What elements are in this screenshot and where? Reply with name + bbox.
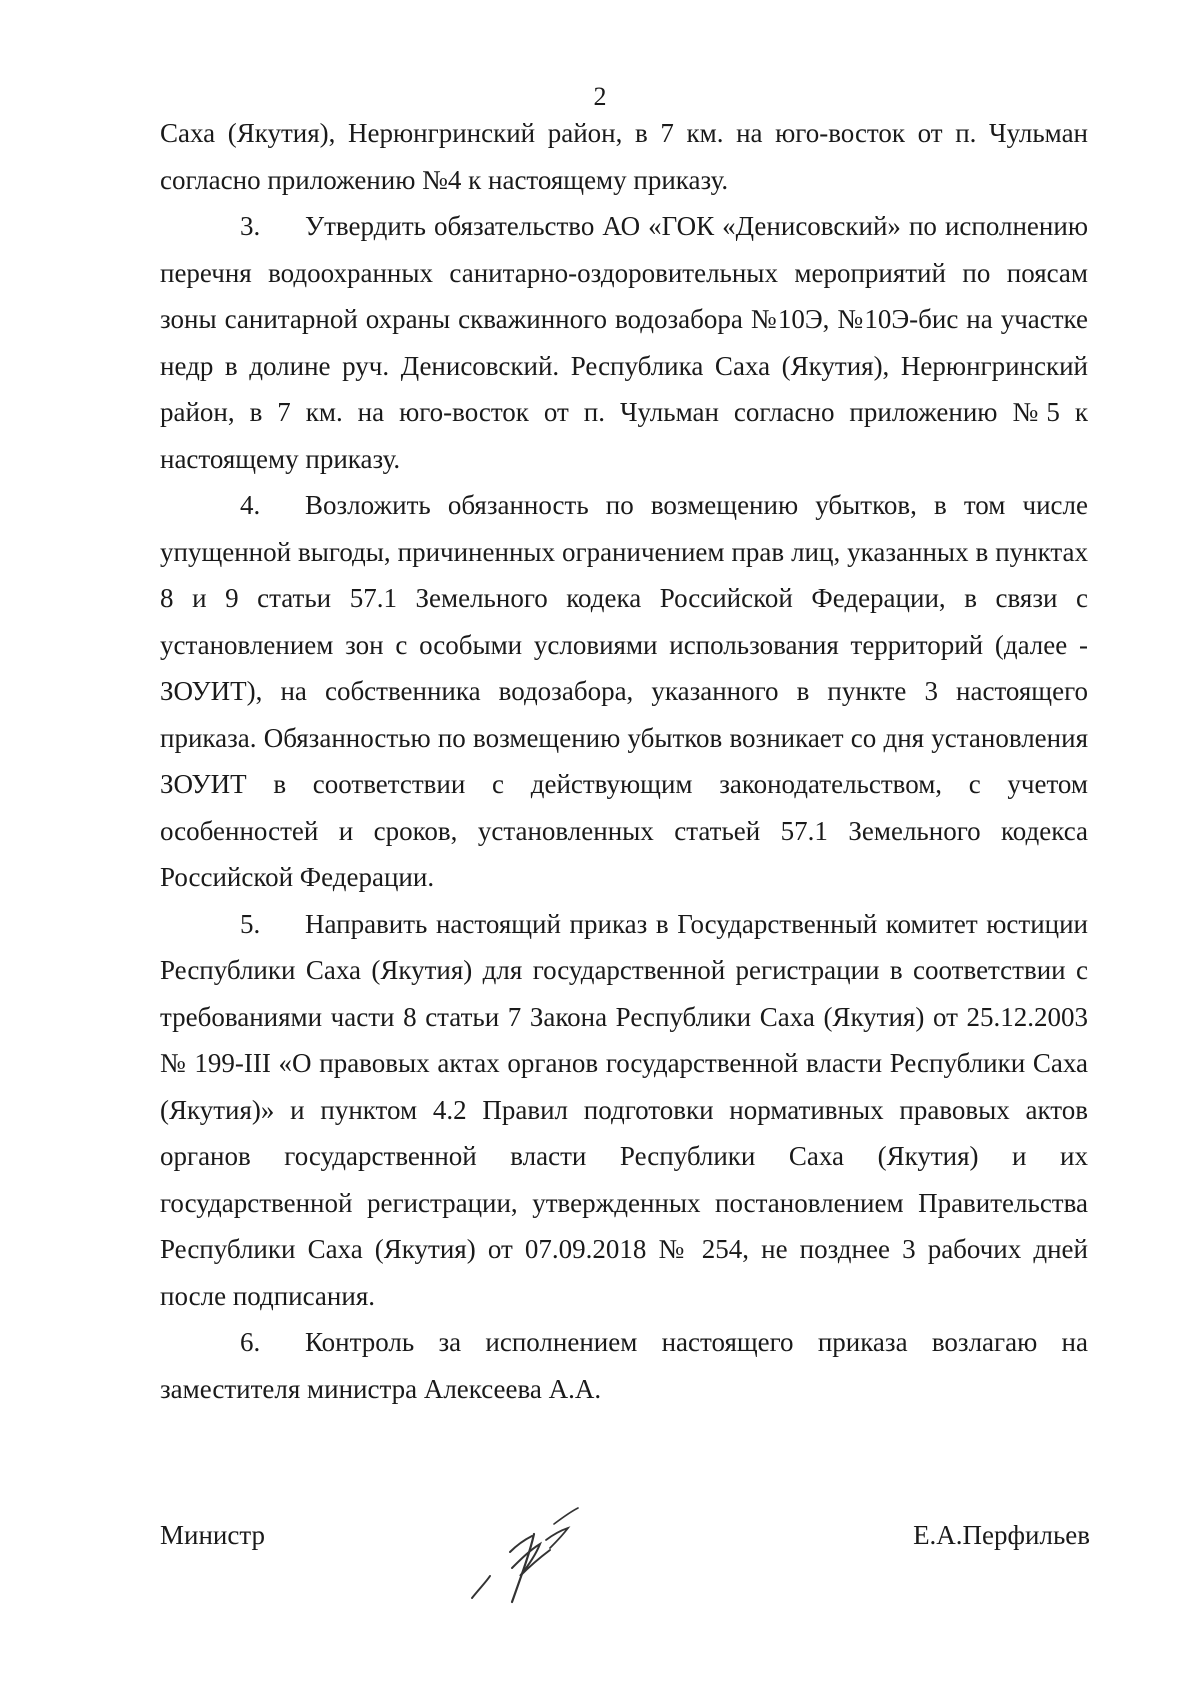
paragraph-text: Контроль за исполнением настоящего приказа возлагаю на заместителя министра Алексеева А.А. (160, 1327, 1088, 1404)
paragraph-text: Саха (Якутия), Нерюнгринский район, в 7 км. на юго-восток от п. Чульман согласно приложению №4 к настоящему приказу. (160, 118, 1088, 195)
paragraph-number: 5. (240, 908, 261, 939)
signature-block (160, 1520, 1090, 1640)
signer-position: Министр (160, 1520, 265, 1550)
paragraph-item-5 (160, 901, 1088, 1320)
signer-name: Е.А.Перфильев (913, 1520, 1090, 1550)
paragraph-item-4 (160, 482, 1088, 901)
paragraph-number: 3. (240, 211, 261, 241)
paragraph-text: Утвердить обязательство АО «ГОК «Денисовский» по исполнению перечня водоохранных санитарно-оздоровительных мероприятий по поясам зоны санитарной охраны скважинного водозабора №10Э, №10Э-бис на участке недр в долине руч. Денисовский. Республика Саха (Якутия), Нерюнгринский район, в 7 км. на юго-восток от п. Чульман согласно приложению №5 к настоящему приказу. (160, 211, 1088, 474)
document-body (160, 110, 1088, 1412)
paragraph-number: 6. (240, 1327, 261, 1357)
handwritten-signature (450, 1490, 610, 1620)
paragraph-continuation (160, 110, 1088, 203)
page-number: 2 (593, 82, 607, 111)
paragraph-number: 4. (240, 490, 261, 520)
paragraph-text: Направить настоящий приказ в Государственный комитет юстиции Республики Саха (Якутия) для государственной регистрации в соответствии с требованиями части 8 статьи 7 Закона Республики Саха (Якутия) от 25.12.2003 № 199-III «О правовых актах органов государственной власти Республики Саха (Якутия)» и пунктом 4.2 Правил подготовки нормативных правовых актов органов государственной власти Республики Саха (Якутия) и их государственной регистрации, утвержденных постановлением Правительства Республики Саха (Якутия) от 07.09.2018 № 254, не позднее 3 рабочих дней после подписания. (160, 908, 1088, 1311)
paragraph-item-3 (160, 203, 1088, 482)
paragraph-text: Возложить обязанность по возмещению убытков, в том числе упущенной выгоды, причиненных ограничением прав лиц, указанных в пунктах 8 и 9 статьи 57.1 Земельного кодека Российской Федерации, в связи с установлением зон с особыми условиями использования территорий (далее - ЗОУИТ), на собственника водозабора, указанного в пункте 3 настоящего приказа. Обязанностью по возмещению убытков возникает со дня установления ЗОУИТ в соответствии с действующим законодательством, с учетом особенностей и сроков, установленных статьей 57.1 Земельного кодекса Российской Федерации. (160, 490, 1088, 892)
paragraph-item-6 (160, 1319, 1088, 1412)
